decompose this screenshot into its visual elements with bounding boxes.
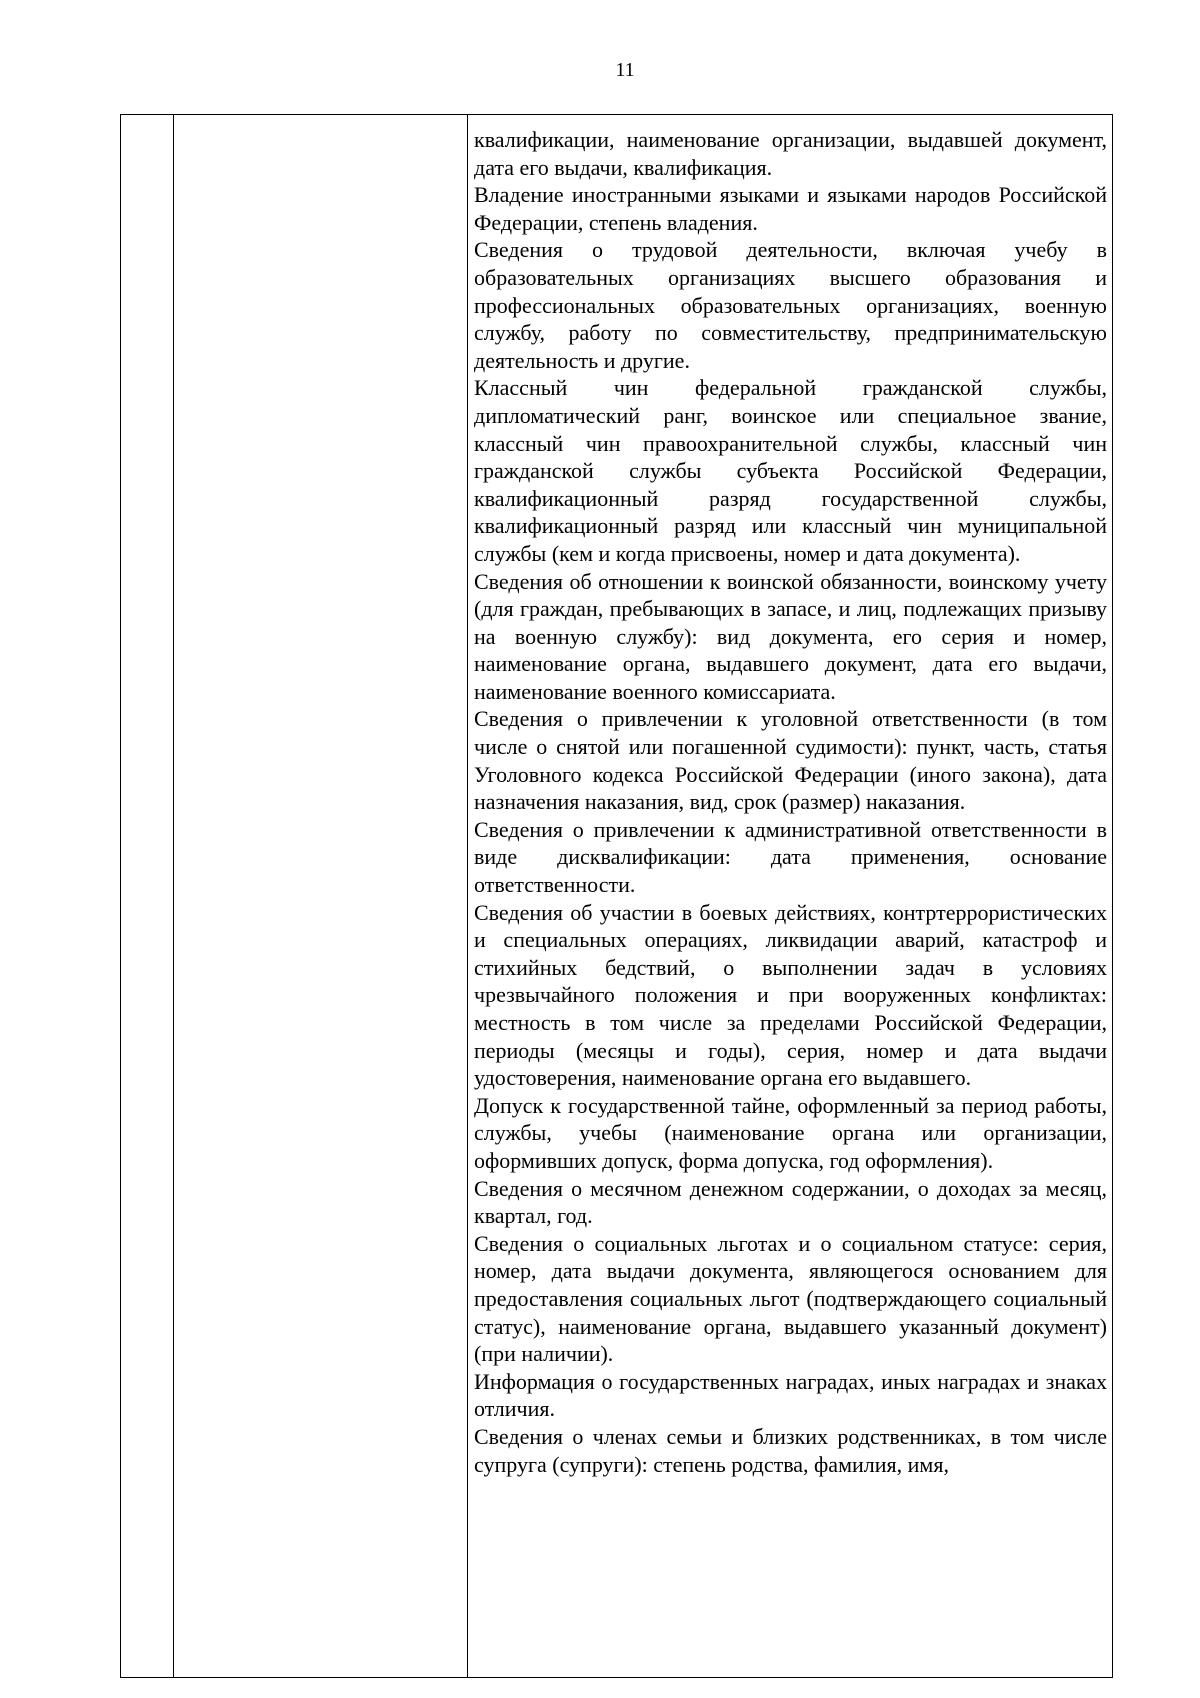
paragraph-qualification: квалификации, наименование организации, выдавшей документ, дата его выдачи, квалификация. — [474, 127, 1107, 180]
table-cell-number — [121, 115, 174, 1678]
paragraph-criminal-liability: Сведения о привлечении к уголовной ответственности (в том числе о снятой или погашенной судимости): пункт, часть, статья Уголовного кодекса Российской Федерации (иного закона), дата назначения наказания, вид, срок (размер) наказания. — [474, 706, 1107, 815]
document-table — [120, 114, 1113, 1678]
paragraph-social-benefits: Сведения о социальных льготах и о социальном статусе: серия, номер, дата выдачи документа, являющегося основанием для предоставления социальных льгот (подтверждающего социальный статус), наименование органа, выдавшего указанный документ) (при наличии). — [474, 1230, 1107, 1367]
table-row — [121, 115, 1113, 1678]
paragraph-administrative-liability: Сведения о привлечении к административной ответственности в виде дисквалификации: дата применения, основание ответственности. — [474, 816, 1107, 898]
page-number: 11 — [615, 59, 635, 81]
paragraph-class-rank: Классный чин федеральной гражданской службы, дипломатический ранг, воинское или специальное звание, классный чин правоохранительной службы, классный чин гражданской службы субъекта Российской Федерации, квалификационный разряд государственной службы, квалификационный разряд или классный чин муниципальной службы (кем и когда присвоены, номер и дата документа). — [474, 375, 1107, 566]
paragraph-work-history: Сведения о трудовой деятельности, включая учебу в образовательных организациях высшего образования и профессиональных образовательных организациях, военную службу, работу по совместительству, предпринимательскую деятельность и другие. — [474, 237, 1107, 373]
paragraph-military-duty: Сведения об отношении к воинской обязанности, воинскому учету (для граждан, пребывающих в запасе, и лиц, подлежащих призыву на военную службу): вид документа, его серия и номер, наименование органа, выдавшего документ, дата его выдачи, наименование военного комиссариата. — [474, 568, 1107, 704]
paragraph-income: Сведения о месячном денежном содержании, о доходах за месяц, квартал, год. — [474, 1175, 1107, 1229]
paragraph-languages: Владение иностранными языками и языками народов Российской Федерации, степень владения. — [474, 182, 1107, 235]
table-cell-content — [468, 115, 1113, 1678]
paragraph-combat-participation: Сведения об участии в боевых действиях, контртеррористических и специальных операциях, ликвидации аварий, катастроф и стихийных бедствий, о выполнении задач в условиях чрезвычайного положения и при вооруженных конфликтах: местность в том числе за пределами Российской Федерации, периоды (месяцы и годы), серия, номер и дата выдачи удостоверения, наименование органа его выдавшего. — [474, 899, 1107, 1091]
paragraph-state-secret-access: Допуск к государственной тайне, оформленный за период работы, службы, учебы (наименование органа или организации, оформивших допуск, форма допуска, год оформления). — [474, 1092, 1107, 1173]
paragraph-family-members: Сведения о членах семьи и близких родственниках, в том числе супруга (супруги): степень родства, фамилия, имя, — [474, 1423, 1107, 1477]
table-cell-name — [174, 115, 468, 1678]
paragraph-awards: Информация о государственных наградах, иных наградах и знаках отличия. — [474, 1368, 1107, 1422]
